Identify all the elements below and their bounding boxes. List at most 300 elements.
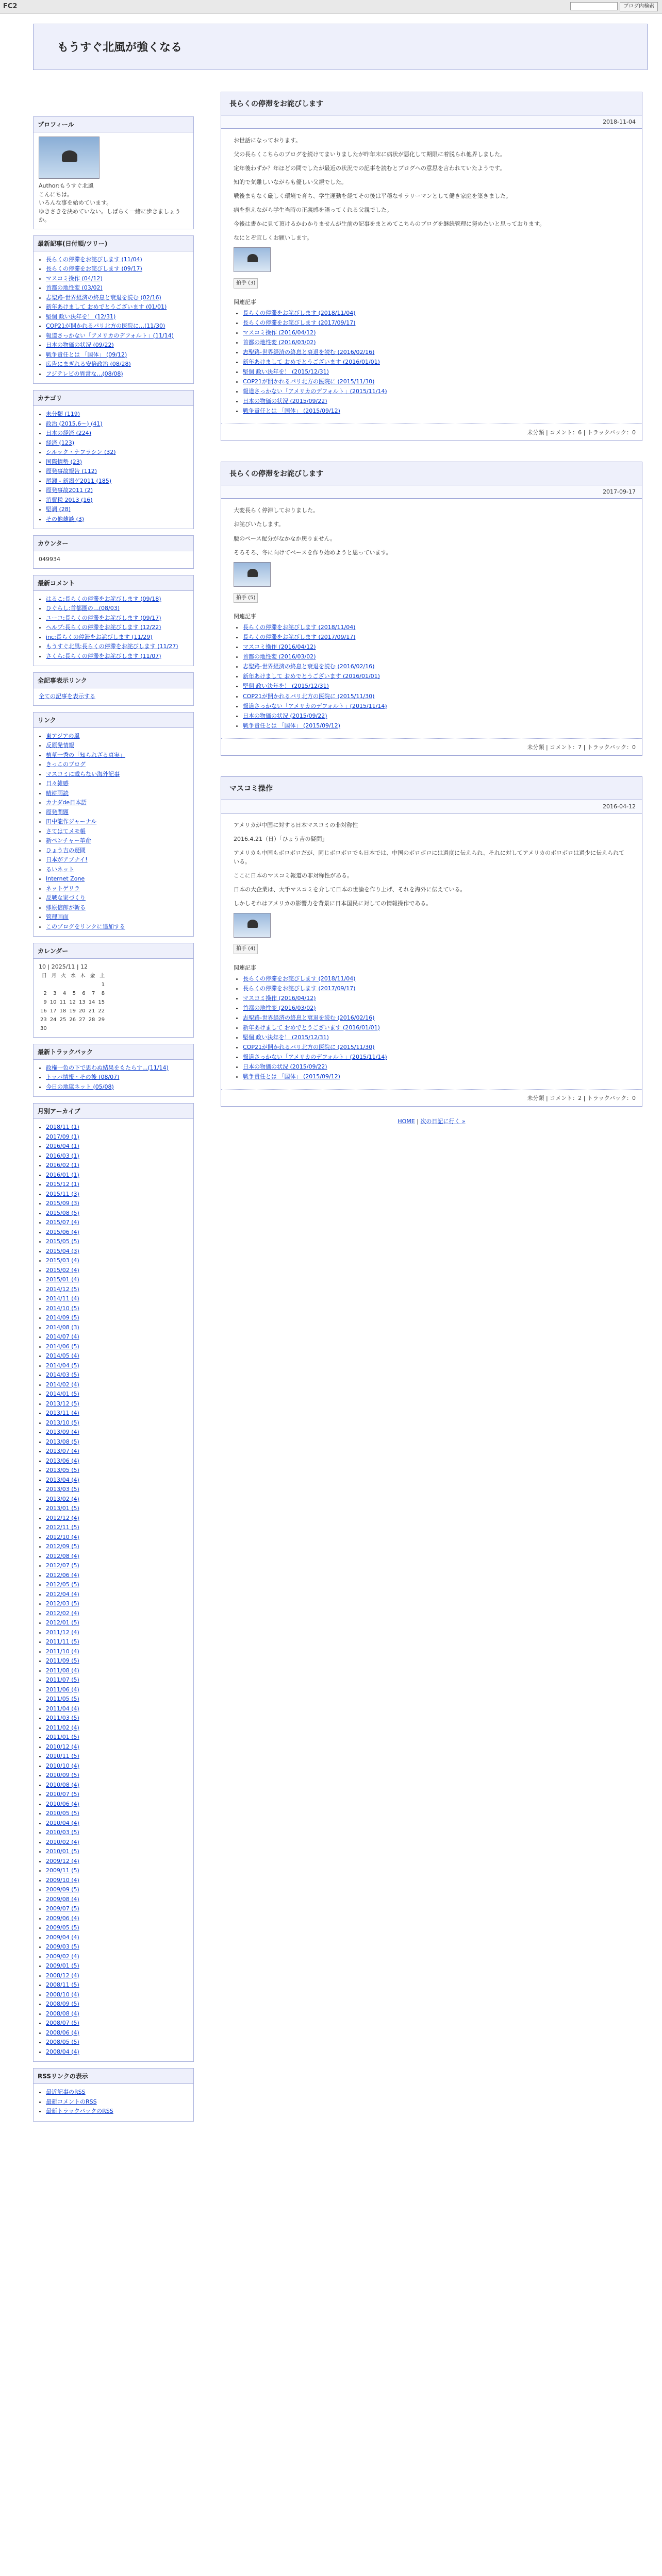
- archive-link[interactable]: 2013/03 (5): [46, 1486, 79, 1493]
- archive-link[interactable]: 2012/01 (5): [46, 1619, 79, 1626]
- related-entry-link[interactable]: マスコミ操作 (2016/04/12): [243, 329, 316, 336]
- archive-link[interactable]: 2010/07 (5): [46, 1791, 79, 1798]
- counter-value: 049934: [39, 556, 60, 563]
- archive-link[interactable]: 2012/04 (4): [46, 1590, 79, 1598]
- category-link[interactable]: 堅調 (28): [46, 506, 71, 513]
- list-item: [46, 370, 188, 379]
- trackback-link[interactable]: トッパ情報・その後 (08/07): [46, 1074, 120, 1080]
- category-link[interactable]: 政治 (2015.6〜) (41): [46, 420, 103, 427]
- archive-link[interactable]: 2014/03 (5): [46, 1371, 79, 1378]
- category-link[interactable]: 消費税 2013 (16): [46, 496, 93, 503]
- calendar-day[interactable]: 14: [88, 999, 95, 1005]
- archive-link[interactable]: 2011/07 (5): [46, 1676, 79, 1683]
- entry-title[interactable]: マスコミ操作: [221, 777, 642, 800]
- trackback-link[interactable]: 今日の地獄ネット (05/08): [46, 1083, 114, 1090]
- related-entry-link[interactable]: 日本の物価の状況 (2015/09/22): [243, 712, 327, 719]
- calendar-day[interactable]: 2: [43, 990, 47, 996]
- archive-link[interactable]: 2012/02 (4): [46, 1609, 79, 1617]
- external-link[interactable]: ひょう吉の疑問: [46, 846, 86, 854]
- list-item: [243, 682, 630, 690]
- calendar-day[interactable]: 13: [78, 999, 86, 1005]
- archive-link[interactable]: 2016/02 (1): [46, 1162, 79, 1168]
- archive-link[interactable]: 2008/04 (4): [46, 2048, 79, 2055]
- calendar-day: [58, 980, 68, 989]
- archive-link[interactable]: 2009/02 (4): [46, 1953, 79, 1960]
- external-link[interactable]: マスコミに載らない海外記事: [46, 770, 120, 777]
- categories-box: [33, 390, 194, 529]
- archive-link[interactable]: 2010/04 (4): [46, 1819, 79, 1826]
- calendar-day[interactable]: 17: [49, 1008, 57, 1014]
- list-item: [46, 1362, 188, 1370]
- archive-link[interactable]: 2008/11 (5): [46, 1981, 79, 1988]
- archive-link[interactable]: 2014/08 (3): [46, 1324, 79, 1331]
- archive-link[interactable]: 2010/03 (5): [46, 1829, 79, 1836]
- archive-link[interactable]: 2011/09 (5): [46, 1657, 79, 1664]
- related-entry-link[interactable]: COP21が開かれるパリ北方の医院に (2015/11/30): [243, 378, 375, 385]
- list-item: [46, 1552, 188, 1561]
- archive-link[interactable]: 2015/11 (3): [46, 1190, 79, 1197]
- archive-link[interactable]: 2014/11 (4): [46, 1295, 79, 1302]
- calendar-day[interactable]: 9: [43, 999, 47, 1005]
- archive-link[interactable]: 2009/10 (4): [46, 1876, 79, 1884]
- related-entry-link[interactable]: 首都の地性変 (2016/03/02): [243, 653, 316, 660]
- related-entry-link[interactable]: 報道さっかない「アメリカのデフォルト」(2015/11/14): [243, 702, 387, 709]
- archive-link[interactable]: 2011/10 (4): [46, 1648, 79, 1655]
- archive-link[interactable]: 2013/12 (5): [46, 1400, 79, 1407]
- category-link[interactable]: 尾瀬 ‐ 新潟ゲ2011 (185): [46, 477, 112, 484]
- category-link[interactable]: 原発事故報告 (112): [46, 468, 97, 474]
- calendar-day[interactable]: 21: [88, 1008, 95, 1014]
- archive-link[interactable]: 2008/06 (4): [46, 2029, 79, 2036]
- blog-entry: [221, 776, 642, 1107]
- archive-link[interactable]: 2008/05 (5): [46, 2039, 79, 2045]
- archive-link[interactable]: 2015/07 (4): [46, 1219, 79, 1226]
- recent-entry-link[interactable]: 長らくの停滞をお詫びします (11/04): [46, 256, 142, 263]
- calendar-day[interactable]: 22: [98, 1008, 105, 1014]
- recent-entry-link[interactable]: COP21が開かれるパリ北方の医院に…(11/30): [46, 323, 166, 329]
- external-link[interactable]: 植草一秀の「知られざる真実」: [46, 751, 125, 758]
- related-entry-link[interactable]: 長らくの停滞をお詫びします (2018/11/04): [243, 309, 356, 316]
- recent-entry-link[interactable]: フジテレビの異常な…(08/08): [46, 370, 123, 377]
- calendar-day[interactable]: 7: [92, 990, 95, 996]
- recent-comment-link[interactable]: さくら:長らくの停滞をお詫びします (11/07): [46, 652, 161, 659]
- calendar-day[interactable]: 6: [82, 990, 86, 996]
- list-item: [46, 1133, 188, 1142]
- archive-link[interactable]: 2010/01 (5): [46, 1848, 79, 1855]
- list-item: [46, 770, 188, 779]
- category-link[interactable]: 経済 (123): [46, 439, 75, 446]
- calendar-day[interactable]: 8: [101, 990, 105, 996]
- archive-link[interactable]: 2012/07 (5): [46, 1562, 79, 1569]
- archive-link[interactable]: 2010/06 (4): [46, 1800, 79, 1807]
- recent-entry-link[interactable]: マスコミ操作 (04/12): [46, 275, 103, 282]
- archive-link[interactable]: 2013/09 (4): [46, 1429, 79, 1435]
- recent-entry-link[interactable]: 首都の地性変 (03/02): [46, 284, 103, 291]
- archive-link[interactable]: 2011/06 (4): [46, 1686, 79, 1693]
- fc2-logo[interactable]: FC2: [3, 3, 18, 10]
- entry-paragraph: お詫びいたします。: [234, 521, 285, 528]
- entry-paragraph: 戦後まもなく厳しく環境で育ち、学生運動を経てその後は平穏なサラリーマンとして働き家庭を築きました。: [234, 193, 511, 200]
- calendar-day[interactable]: 4: [62, 990, 67, 996]
- archive-link[interactable]: 2008/07 (5): [46, 2020, 79, 2026]
- archive-link[interactable]: 2013/05 (5): [46, 1467, 79, 1473]
- archive-link[interactable]: 2016/04 (1): [46, 1143, 79, 1149]
- related-entry-link[interactable]: 志聖路-世界経済の終息と衰退を読む (2016/02/16): [243, 1014, 375, 1021]
- archive-link[interactable]: 2015/04 (3): [46, 1247, 79, 1255]
- recent-entry-link[interactable]: 新年あけまして おめでとうございます (01/01): [46, 303, 167, 310]
- list-item: [243, 1062, 630, 1071]
- related-entry-link[interactable]: 長らくの停滞をお詫びします (2017/09/17): [243, 319, 356, 326]
- list-item: [46, 1809, 188, 1818]
- related-entry-link[interactable]: 志聖路-世界経済の終息と衰退を読む (2016/02/16): [243, 349, 375, 356]
- archive-link[interactable]: 2011/11 (5): [46, 1638, 79, 1645]
- archive-link[interactable]: 2009/12 (4): [46, 1857, 79, 1865]
- archive-link[interactable]: 2009/11 (5): [46, 1867, 79, 1874]
- list-item: [46, 1333, 188, 1342]
- related-entry-link[interactable]: 新年あけまして おめでとうございます (2016/01/01): [243, 359, 380, 366]
- list-item: [46, 1314, 188, 1323]
- external-link[interactable]: ネットゲリラ: [46, 885, 80, 892]
- related-entry-link[interactable]: 首都の地性変 (2016/03/02): [243, 339, 316, 346]
- list-item: [243, 309, 630, 317]
- category-link[interactable]: 未分類 (119): [46, 411, 80, 417]
- archive-link[interactable]: 2013/10 (5): [46, 1419, 79, 1426]
- external-link[interactable]: さてはてメモ帳: [46, 827, 86, 835]
- external-link[interactable]: 晴耕雨読: [46, 789, 69, 796]
- list-item: [243, 721, 630, 730]
- calendar-day: [48, 1024, 58, 1033]
- entry-title[interactable]: 長らくの停滞をお詫びします: [221, 462, 642, 485]
- recent-comments-heading: 最新コメント: [34, 575, 193, 591]
- archive-link[interactable]: 2009/05 (5): [46, 1924, 79, 1931]
- list-item: [46, 1266, 188, 1275]
- rss-heading: RSSリンクの表示: [34, 2069, 193, 2084]
- blog-search-input[interactable]: [570, 2, 618, 10]
- entry-footer[interactable]: 未分類 | コメント：2 | トラックバック：0: [221, 1089, 642, 1106]
- archive-link[interactable]: 2009/09 (5): [46, 1886, 79, 1893]
- calendar-day[interactable]: 5: [72, 990, 76, 996]
- recent-entry-link[interactable]: 堅個 政い決年を！ (12/31): [46, 313, 116, 320]
- list-item: [243, 984, 630, 993]
- like-button[interactable]: 拍手 (5): [234, 593, 258, 603]
- recent-entry-link[interactable]: 志聖路-世界経済の終息と衰退を読む (02/16): [46, 294, 161, 301]
- calendar-day[interactable]: 30: [40, 1025, 47, 1031]
- trackback-link[interactable]: 政権一色の下で思わぬ結果をもたらす...(11/14): [46, 1064, 169, 1071]
- category-link[interactable]: 日本の経済 (224): [46, 430, 92, 436]
- archive-link[interactable]: 2008/08 (4): [46, 2010, 79, 2017]
- calendar-day[interactable]: 29: [98, 1016, 105, 1023]
- archive-link[interactable]: 2014/07 (4): [46, 1333, 79, 1340]
- related-entry-link[interactable]: 日本の物価の状況 (2015/09/22): [243, 1063, 327, 1070]
- archive-link[interactable]: 2010/08 (4): [46, 1781, 79, 1788]
- entry-footer[interactable]: 未分類 | コメント：6 | トラックバック：0: [221, 423, 642, 440]
- archive-link[interactable]: 2015/03 (4): [46, 1257, 79, 1264]
- external-link[interactable]: 郷原信郎が斬る: [46, 904, 86, 911]
- related-entry-link[interactable]: COP21が開かれるパリ北方の医院に (2015/11/30): [243, 692, 375, 700]
- recent-entry-link[interactable]: 日本の物価の状況 (09/22): [46, 342, 114, 348]
- archive-link[interactable]: 2013/01 (5): [46, 1505, 79, 1512]
- archive-link[interactable]: 2011/01 (5): [46, 1734, 79, 1740]
- related-entry-link[interactable]: 首都の地性変 (2016/03/02): [243, 1004, 316, 1011]
- category-link[interactable]: シルック・ナフラシン (32): [46, 449, 116, 455]
- archive-link[interactable]: 2017/09 (1): [46, 1133, 79, 1140]
- related-entry-link[interactable]: 長らくの停滞をお詫びします (2018/11/04): [243, 975, 356, 982]
- list-item: [46, 1161, 188, 1170]
- archive-link[interactable]: 2014/01 (5): [46, 1391, 79, 1397]
- entry-footer[interactable]: 未分類 | コメント：7 | トラックバック：0: [221, 738, 642, 755]
- calendar-day[interactable]: 20: [78, 1008, 86, 1014]
- entry-paragraph: 父の長らくこちらのブログを続けてまいりましたが昨年末に病状が悪化して期限に着脱られ他界しました。: [234, 151, 506, 158]
- archive-link[interactable]: 2015/06 (4): [46, 1228, 79, 1235]
- archive-link[interactable]: 2012/05 (5): [46, 1581, 79, 1588]
- list-item: [46, 256, 188, 264]
- archive-link[interactable]: 2013/02 (4): [46, 1495, 79, 1502]
- recent-entry-link[interactable]: 長らくの停滞をお詫びします (09/17): [46, 265, 142, 272]
- list-item: [46, 439, 188, 448]
- calendar-day[interactable]: 3: [53, 990, 57, 996]
- external-link[interactable]: 田中龍作ジャーナル: [46, 818, 97, 825]
- like-button[interactable]: 拍手 (4): [234, 944, 258, 954]
- list-item: [46, 505, 188, 514]
- archive-link[interactable]: 2011/03 (5): [46, 1715, 79, 1721]
- list-item: [46, 1400, 188, 1409]
- archive-link[interactable]: 2012/10 (4): [46, 1533, 79, 1540]
- archive-link[interactable]: 2014/09 (5): [46, 1314, 79, 1321]
- calendar-weekday: 火: [61, 973, 67, 979]
- archive-link[interactable]: 2011/08 (4): [46, 1667, 79, 1674]
- related-entry-link[interactable]: マスコミ操作 (2016/04/12): [243, 643, 316, 651]
- next-page-link[interactable]: 次の日記に行く »: [420, 1118, 466, 1125]
- list-item: [46, 1533, 188, 1542]
- archive-link[interactable]: 2014/04 (5): [46, 1362, 79, 1369]
- related-entry-link[interactable]: 長らくの停滞をお詫びします (2017/09/17): [243, 985, 356, 992]
- related-entry-link[interactable]: 戦争責任とは 「国体」 (2015/09/12): [243, 722, 340, 729]
- archive-link[interactable]: 2008/10 (4): [46, 1991, 79, 1998]
- archive-link[interactable]: 2014/12 (5): [46, 1285, 79, 1293]
- external-link[interactable]: カナダde日本語: [46, 799, 87, 806]
- calendar-day[interactable]: 10: [49, 999, 57, 1005]
- list-item: [46, 1800, 188, 1809]
- list-item: [46, 360, 188, 369]
- list-item: [46, 1657, 188, 1666]
- category-link[interactable]: 原発事故2011 (2): [46, 487, 93, 494]
- archive-link[interactable]: 2018/11 (1): [46, 1124, 79, 1130]
- archive-link[interactable]: 2012/11 (5): [46, 1524, 79, 1531]
- recent-comment-link[interactable]: はるこ:長らくの停滞をお詫びします (09/18): [46, 595, 161, 602]
- list-item: [46, 420, 188, 429]
- related-heading: 関連記事: [234, 964, 256, 971]
- archive-link[interactable]: 2013/07 (4): [46, 1448, 79, 1454]
- calendar-day[interactable]: 19: [69, 1008, 76, 1014]
- calendar-day: [96, 1024, 106, 1033]
- recent-comment-link[interactable]: ユーコ:長らくの停滞をお詫びします (09/17): [46, 614, 161, 621]
- archive-link[interactable]: 2014/02 (4): [46, 1381, 79, 1388]
- related-entry-link[interactable]: 志聖路-世界経済の終息と衰退を読む (2016/02/16): [243, 663, 375, 670]
- archive-link[interactable]: 2010/11 (5): [46, 1753, 79, 1759]
- related-entry-link[interactable]: 戦争責任とは 「国体」 (2015/09/12): [243, 1073, 340, 1080]
- external-link[interactable]: 日々雑感: [46, 780, 69, 787]
- archive-link[interactable]: 2013/06 (4): [46, 1457, 79, 1464]
- archive-link[interactable]: 2010/10 (4): [46, 1762, 79, 1769]
- calendar-day[interactable]: 12: [69, 999, 76, 1005]
- archive-link[interactable]: 2009/08 (4): [46, 1895, 79, 1903]
- external-link[interactable]: 新ベンチャー革命: [46, 837, 91, 844]
- archive-link[interactable]: 2014/05 (4): [46, 1352, 79, 1359]
- archive-link[interactable]: 2009/03 (5): [46, 1943, 79, 1950]
- archive-link[interactable]: 2013/04 (4): [46, 1476, 79, 1483]
- external-link[interactable]: るいネット: [46, 866, 74, 873]
- archive-link[interactable]: 2016/03 (1): [46, 1152, 79, 1159]
- calendar-day[interactable]: 16: [40, 1008, 47, 1014]
- counter-box: [33, 535, 194, 569]
- calendar-day[interactable]: 23: [40, 1016, 47, 1023]
- list-item: [46, 1848, 188, 1856]
- list-item: [46, 1381, 188, 1389]
- external-link[interactable]: 反原発情報: [46, 742, 74, 749]
- calendar-day[interactable]: 18: [59, 1008, 67, 1014]
- archive-link[interactable]: 2015/12 (1): [46, 1181, 79, 1188]
- related-entry-link[interactable]: 日本の物価の状況 (2015/09/22): [243, 398, 327, 405]
- list-item: [46, 875, 188, 884]
- rss-link[interactable]: 最近記事のRSS: [46, 2089, 86, 2095]
- list-item: [46, 732, 188, 741]
- home-link[interactable]: HOME: [398, 1118, 415, 1125]
- archive-link[interactable]: 2013/11 (4): [46, 1410, 79, 1416]
- entry-paragraph: 知的で気難しいながらも優しい父親でした。: [234, 179, 347, 186]
- calendar-day[interactable]: 15: [98, 999, 105, 1005]
- recent-comment-link[interactable]: ひぐらし:首都圏の…(08/03): [46, 605, 120, 612]
- blog-title[interactable]: もうすぐ北風が強くなる: [57, 41, 183, 54]
- list-item: [46, 515, 188, 524]
- archive-link[interactable]: 2010/09 (5): [46, 1772, 79, 1778]
- list-item: [46, 467, 188, 476]
- archive-link[interactable]: 2010/02 (4): [46, 1838, 79, 1845]
- list-item: [46, 779, 188, 788]
- list-item: [243, 1053, 630, 1061]
- list-item: [46, 885, 188, 893]
- external-link[interactable]: きっこのブログ: [46, 761, 86, 768]
- archive-link[interactable]: 2015/02 (4): [46, 1266, 79, 1274]
- related-entry-link[interactable]: 堅個 政い決年を！ (2015/12/31): [243, 368, 329, 376]
- related-entry-link[interactable]: COP21が開かれるパリ北方の医院に (2015/11/30): [243, 1043, 375, 1050]
- related-entry-link[interactable]: 堅個 政い決年を！ (2015/12/31): [243, 683, 329, 690]
- archive-link[interactable]: 2009/06 (4): [46, 1914, 79, 1922]
- calendar-day[interactable]: 27: [78, 1016, 86, 1023]
- blog-search-button[interactable]: ブログ内検索: [620, 2, 658, 11]
- related-entry-link[interactable]: 新年あけまして おめでとうございます (2016/01/01): [243, 673, 380, 680]
- entry-title[interactable]: 長らくの停滞をお詫びします: [221, 92, 642, 115]
- archive-link[interactable]: 2012/12 (4): [46, 1514, 79, 1521]
- archive-link[interactable]: 2008/12 (4): [46, 1972, 79, 1979]
- list-item: [46, 1123, 188, 1132]
- external-link[interactable]: 原発問題: [46, 808, 69, 816]
- archive-link[interactable]: 2015/09 (3): [46, 1200, 79, 1207]
- calendar-day[interactable]: 25: [59, 1016, 67, 1023]
- list-item: [46, 827, 188, 836]
- archive-link[interactable]: 2011/05 (5): [46, 1696, 79, 1702]
- calendar-day[interactable]: 1: [101, 981, 105, 988]
- like-button[interactable]: 拍手 (3): [234, 278, 258, 289]
- archive-link[interactable]: 2009/04 (4): [46, 1934, 79, 1941]
- category-link[interactable]: その他雑談 (3): [46, 515, 85, 522]
- list-item: [46, 633, 188, 642]
- recent-entry-link[interactable]: 戦争責任とは 「国体」 (09/12): [46, 351, 127, 358]
- all-entries-link[interactable]: 全ての記事を表示する: [39, 693, 95, 700]
- related-entry-link[interactable]: 長らくの停滞をお詫びします (2018/11/04): [243, 624, 356, 631]
- entry-date: 2018-11-04: [221, 115, 642, 129]
- calendar-day[interactable]: 11: [59, 999, 67, 1005]
- rss-link[interactable]: 最新トラックバックのRSS: [46, 2108, 113, 2114]
- calendar-day[interactable]: 26: [69, 1016, 76, 1023]
- entry-paragraph: ここに日本のマスコミ報道の非対称性がある。: [234, 872, 353, 879]
- related-entry-link[interactable]: 長らくの停滞をお詫びします (2017/09/17): [243, 634, 356, 641]
- list-item: [46, 1743, 188, 1752]
- related-entry-link[interactable]: 報道さっかない「アメリカのデフォルト」(2015/11/14): [243, 1053, 387, 1060]
- external-link[interactable]: 管理画面: [46, 913, 69, 920]
- related-entry-link[interactable]: 新年あけまして おめでとうございます (2016/01/01): [243, 1024, 380, 1031]
- calendar-day: [68, 1024, 77, 1033]
- related-entry-link[interactable]: マスコミ操作 (2016/04/12): [243, 994, 316, 1002]
- list-item: [46, 614, 188, 623]
- external-link[interactable]: 反戦な家づくり: [46, 894, 86, 901]
- list-item: [46, 595, 188, 604]
- archive-link[interactable]: 2014/10 (5): [46, 1304, 79, 1312]
- archive-link[interactable]: 2016/01 (1): [46, 1171, 79, 1178]
- category-link[interactable]: 国際情勢 (23): [46, 458, 82, 465]
- archive-link[interactable]: 2014/06 (5): [46, 1343, 79, 1350]
- recent-comment-link[interactable]: もうすぐ北風:長らくの停滞をお詫びします (11/27): [46, 643, 178, 650]
- archive-link[interactable]: 2012/06 (4): [46, 1571, 79, 1579]
- list-item: [46, 1171, 188, 1180]
- external-link[interactable]: 東アジアの風: [46, 732, 80, 739]
- list-item: [46, 2088, 188, 2097]
- archive-link[interactable]: 2010/05 (5): [46, 1810, 79, 1817]
- archive-link[interactable]: 2009/07 (5): [46, 1905, 79, 1912]
- related-entry-link[interactable]: 戦争責任とは 「国体」 (2015/09/12): [243, 408, 340, 415]
- recent-comment-link[interactable]: inc:長らくの停滞をお詫びします (11/29): [46, 633, 153, 640]
- archive-link[interactable]: 2011/12 (4): [46, 1629, 79, 1636]
- archive-link[interactable]: 2011/04 (4): [46, 1705, 79, 1712]
- recent-comment-link[interactable]: ヘルプ:長らくの停滞をお詫びします (12/22): [46, 624, 161, 631]
- calendar-day[interactable]: 28: [88, 1016, 95, 1023]
- archive-link[interactable]: 2015/01 (4): [46, 1276, 79, 1283]
- related-entry-link[interactable]: 報道さっかない「アメリカのデフォルト」(2015/11/14): [243, 388, 387, 395]
- archive-link[interactable]: 2013/08 (5): [46, 1438, 79, 1445]
- related-entry-link[interactable]: 堅個 政い決年を！ (2015/12/31): [243, 1033, 329, 1041]
- entry-body: [221, 814, 642, 1089]
- archive-link[interactable]: 2012/03 (5): [46, 1600, 79, 1607]
- archive-link[interactable]: 2012/09 (5): [46, 1543, 79, 1550]
- external-link[interactable]: このブログをリンクに追加する: [46, 923, 125, 930]
- archive-link[interactable]: 2015/08 (5): [46, 1209, 79, 1216]
- archive-link[interactable]: 2012/08 (4): [46, 1552, 79, 1560]
- archive-link[interactable]: 2015/05 (5): [46, 1238, 79, 1245]
- recent-entry-link[interactable]: 報道さっかない「アメリカのデフォルト」(11/14): [46, 332, 174, 339]
- calendar-day[interactable]: 24: [49, 1016, 57, 1023]
- list-item: [243, 358, 630, 366]
- external-link[interactable]: Internet Zone: [46, 875, 85, 882]
- archive-link[interactable]: 2011/02 (4): [46, 1724, 79, 1731]
- recent-entry-link[interactable]: 広告にまぎれる安倍政治 (08/28): [46, 361, 131, 367]
- calendar-nav[interactable]: 10 | 2025/11 | 12: [39, 963, 88, 970]
- calendar-day: [77, 980, 87, 989]
- archive-link[interactable]: 2008/09 (5): [46, 2001, 79, 2007]
- rss-link[interactable]: 最新コメントのRSS: [46, 2098, 97, 2105]
- list-item: [46, 1771, 188, 1780]
- archive-link[interactable]: 2010/12 (4): [46, 1743, 79, 1750]
- external-link[interactable]: 日本がアブナイ!: [46, 856, 88, 863]
- archive-link[interactable]: 2009/01 (5): [46, 1962, 79, 1969]
